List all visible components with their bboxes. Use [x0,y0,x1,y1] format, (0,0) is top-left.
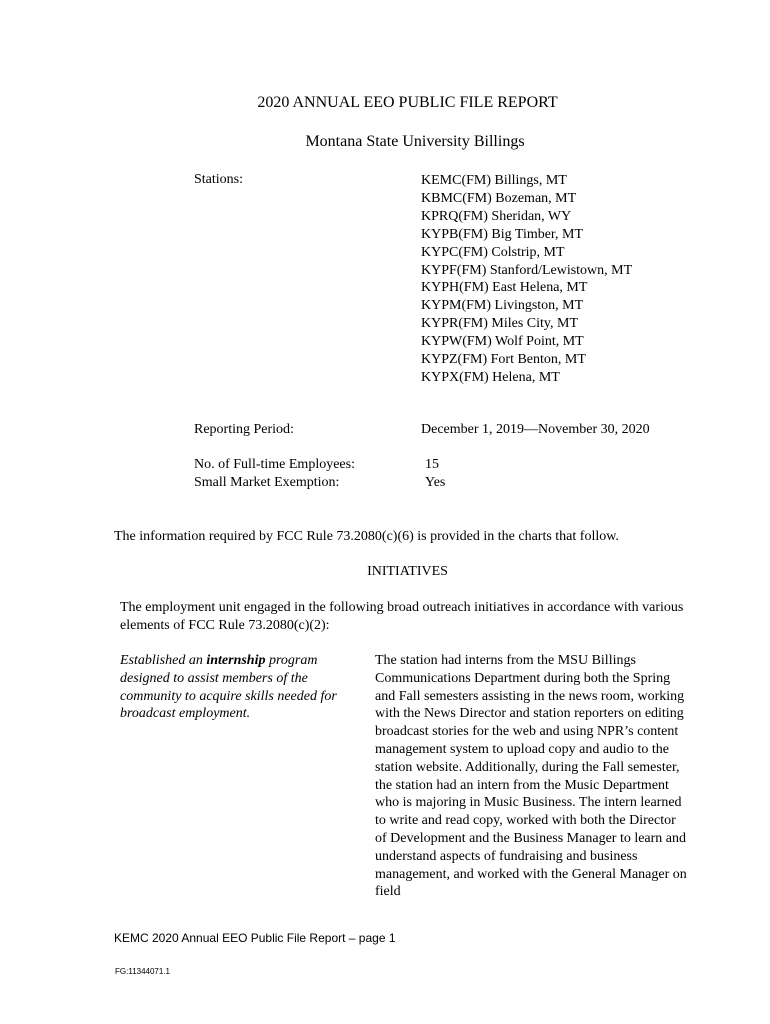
initiative-description: The station had interns from the MSU Billings Communications Department during both the Spring and Fall semesters assisting in the news room, working with the News Director and station reporters on editing broadcast stories for the web and using NPR’s content management system to upload copy and audio to the station website. Additionally, during the Fall semester, the station had an intern from the Music Department who is majoring in Music Business. The intern learned to write and read copy, worked with both the Director of Development and the Business Manager to learn and understand aspects of fundraising and business management, and worked with the General Manager on field [375,653,687,900]
exemption-label: Small Market Exemption: [194,475,340,490]
initiative-suffix: program designed to assist members of the community to acquire skills needed for broadcast employment. [120,653,337,722]
station-item: KBMC(FM) Bozeman, MT [421,190,577,206]
station-item: KYPH(FM) East Helena, MT [421,280,588,296]
station-item: KYPF(FM) Stanford/Lewistown, MT [421,262,633,278]
employees-label: No. of Full-time Employees: [194,457,355,472]
initiative-prefix: Established an [120,653,207,668]
reporting-period-value: December 1, 2019—November 30, 2020 [421,422,650,437]
report-title: 2020 ANNUAL EEO PUBLIC FILE REPORT [257,94,558,111]
station-item: KPRQ(FM) Sheridan, WY [421,208,572,224]
reporting-period-label: Reporting Period: [194,422,294,437]
stations-list [421,172,632,387]
file-code: FG:11344071.1 [115,967,171,976]
station-item: KEMC(FM) Billings, MT [421,173,567,188]
page-footer: KEMC 2020 Annual EEO Public File Report – page 1 [114,931,396,945]
station-item: KYPM(FM) Livingston, MT [421,298,584,314]
station-item: KYPR(FM) Miles City, MT [421,316,579,332]
station-item: KYPZ(FM) Fort Benton, MT [421,352,586,368]
stations-label: Stations: [194,172,244,187]
initiative-emphasis: internship [206,653,266,668]
station-item: KYPW(FM) Wolf Point, MT [421,334,584,350]
initiatives-intro: The employment unit engaged in the following broad outreach initiatives in accordance with various elements of FCC Rule 73.2080(c)(2): [120,600,684,633]
organization-name: Montana State University Billings [305,133,525,150]
station-item: KYPC(FM) Colstrip, MT [421,244,565,260]
fcc-note: The information required by FCC Rule 73.2080(c)(6) is provided in the charts that follow. [114,529,619,544]
initiatives-heading: INITIATIVES [367,564,448,579]
station-item: KYPX(FM) Helena, MT [421,369,560,385]
station-item: KYPB(FM) Big Timber, MT [421,226,584,242]
employees-value: 15 [425,457,439,472]
exemption-value: Yes [425,475,446,490]
initiative-item [120,652,365,723]
